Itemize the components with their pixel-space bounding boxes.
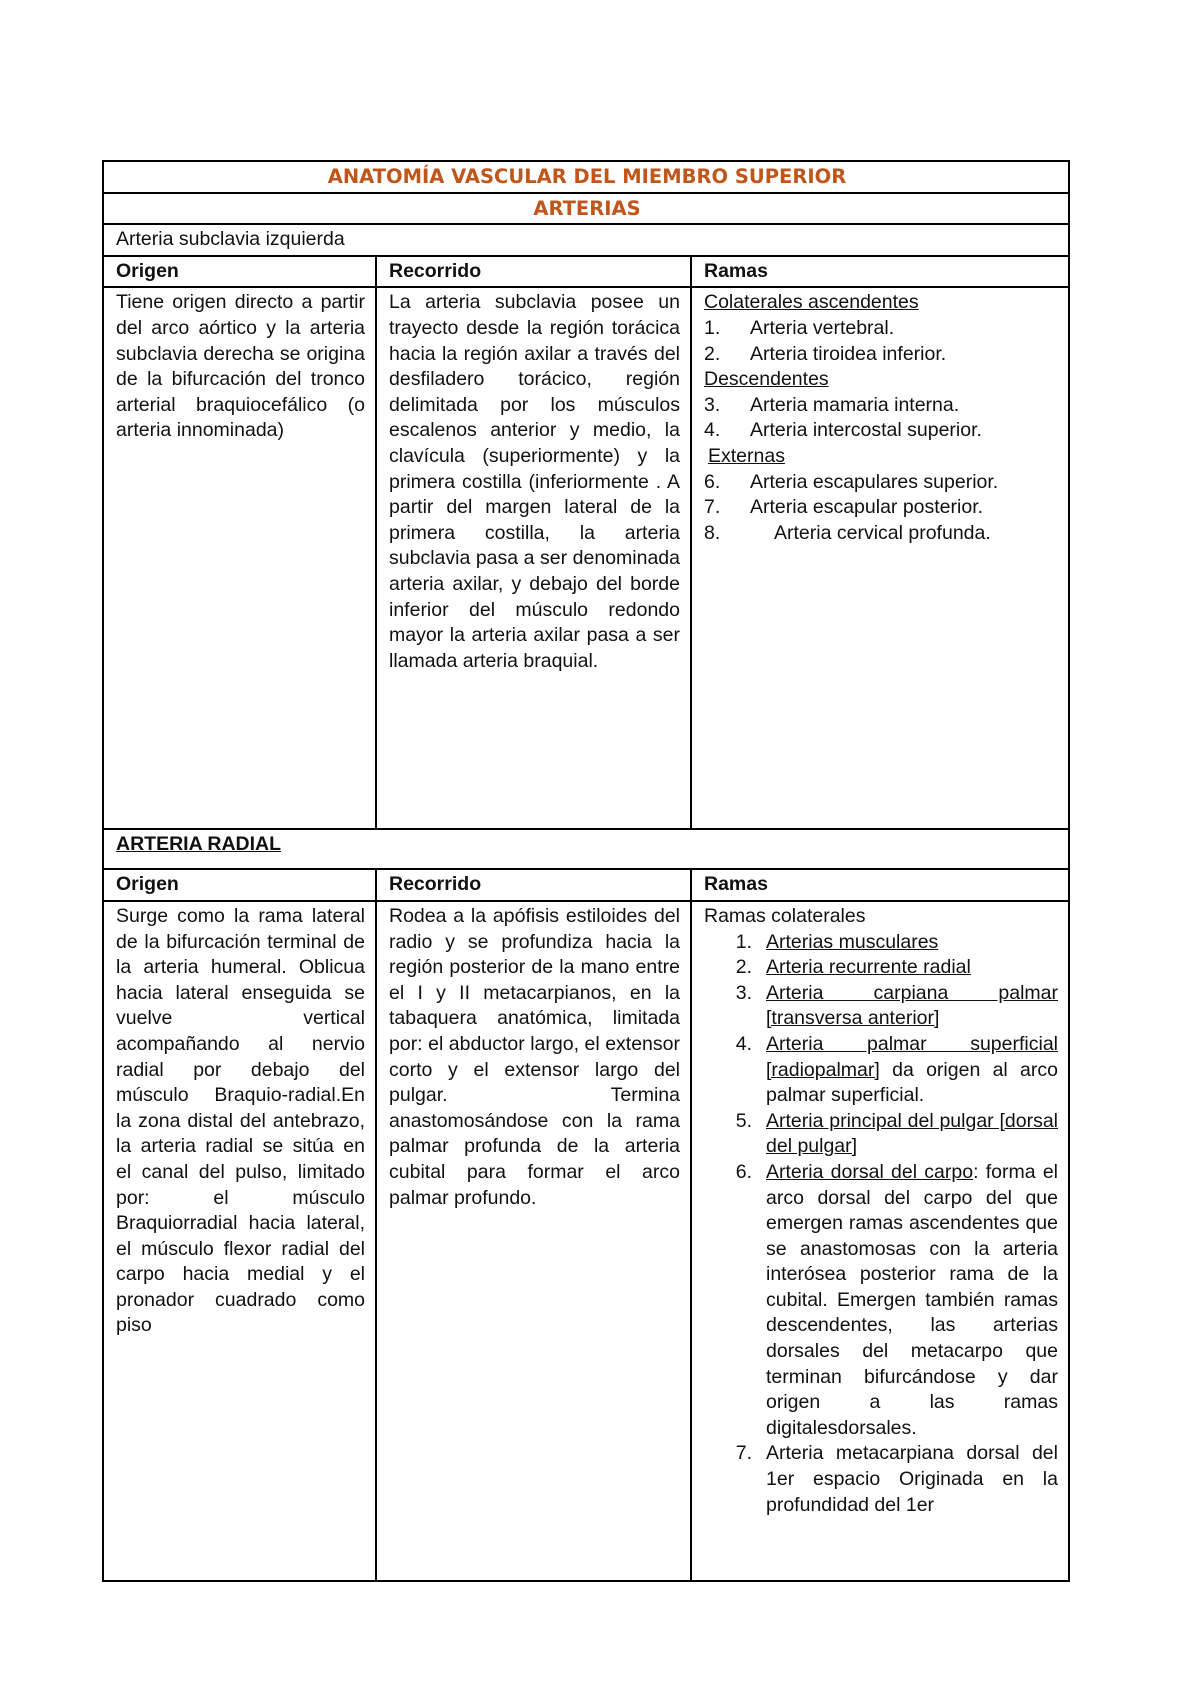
ramas-item: 7. Arteria escapular posterior.: [704, 496, 984, 519]
ramas-item: 3. Arteria mamaria interna.: [704, 393, 960, 416]
header-origen: Origen: [103, 869, 376, 901]
ramas-item: 4. Arteria intercostal superior.: [704, 419, 982, 442]
section1-name: Arteria subclavia izquierda: [103, 224, 1069, 256]
ramas-item: 8. Arteria cervical profunda.: [704, 521, 991, 544]
header-ramas: Ramas: [691, 256, 1069, 288]
list-item: 4. Arteria palmar superficial [radiopalmar] da origen al arco palmar superficial.: [735, 1032, 1058, 1107]
section2-title-cell: [103, 829, 1069, 869]
anatomy-table: [102, 160, 1070, 1582]
ramas-item: 2. Arteria tiroidea inferior.: [704, 342, 947, 365]
subclavia-origen: Tiene origen directo a partir del arco aórtico y la arteria subclavia derecha se origina de la bifurcación del tronco arterial braquiocefálico (o arteria innominada): [103, 287, 376, 829]
list-item: 5. Arteria principal del pulgar [dorsal del pulgar]: [735, 1109, 1058, 1158]
ramas-group-descendentes: Descendentes: [704, 368, 829, 391]
list-item: 1. Arterias musculares: [735, 930, 939, 953]
list-item: 3. Arteria carpiana palmar [transversa anterior]: [735, 981, 1058, 1030]
section-subtitle: ARTERIAS: [103, 193, 1069, 225]
radial-ramas: [691, 901, 1069, 1581]
radial-origen: Surge como la rama lateral de la bifurcación terminal de la arteria humeral. Oblicua hacia lateral enseguida se vuelve vertical acompañando al nervio radial por debajo del músculo Braquio-radial.En la zona distal del antebrazo, la arteria radial se sitúa en el canal del pulso, limitado por: el músculo Braquiorradial hacia lateral, el músculo flexor radial del carpo hacia medial y el pronador cuadrado como piso: [103, 901, 376, 1581]
subclavia-ramas: [691, 287, 1069, 829]
ramas-item: 1. Arteria vertebral.: [704, 316, 895, 339]
ramas-item: 6. Arteria escapulares superior.: [704, 470, 999, 493]
header-ramas: Ramas: [691, 869, 1069, 901]
header-recorrido: Recorrido: [376, 869, 691, 901]
list-item: 2. Arteria recurrente radial: [735, 956, 971, 979]
radial-ramas-intro: Ramas colaterales: [704, 904, 866, 927]
ramas-group-externas: Externas: [708, 444, 785, 467]
header-origen: Origen: [103, 256, 376, 288]
radial-ramas-list: [704, 930, 1058, 1519]
list-item: 6. Arteria dorsal del carpo: forma el arco dorsal del carpo del que emergen ramas ascendentes que se anastomosas con la arteria interósea posterior rama de la cubital. Emergen también ramas descendentes, las arterias dorsales del metacarpo que terminan bifurcándose y dar origen a las ramas digitalesdorsales.: [735, 1160, 1058, 1439]
list-item: 7. Arteria metacarpiana dorsal del 1er espacio Originada en la profundidad del 1er: [735, 1442, 1058, 1516]
section2-name: ARTERIA RADIAL: [116, 833, 282, 856]
subclavia-recorrido: La arteria subclavia posee un trayecto desde la región torácica hacia la región axilar a través del desfiladero torácico, región delimitada por los músculos escalenos anterior y medio, la clavícula (superiormente) y la primera costilla (inferiormente . A partir del margen lateral de la primera costilla, la arteria subclavia pasa a ser denominada arteria axilar, y debajo del borde inferior del músculo redondo mayor la arteria axilar pasa a ser llamada arteria braquial.: [376, 287, 691, 829]
radial-recorrido: Rodea a la apófisis estiloides del radio y se profundiza hacia la región posterior de la mano entre el I y II metacarpianos, en la tabaquera anatómica, limitada por: el abductor largo, el extensor corto y el extensor largo del pulgar. Termina anastomosándose con la rama palmar profunda de la arteria cubital para formar el arco palmar profundo.: [376, 901, 691, 1581]
header-recorrido: Recorrido: [376, 256, 691, 288]
ramas-group-ascendentes: Colaterales ascendentes: [704, 291, 919, 314]
document-title: ANATOMÍA VASCULAR DEL MIEMBRO SUPERIOR: [103, 161, 1069, 193]
